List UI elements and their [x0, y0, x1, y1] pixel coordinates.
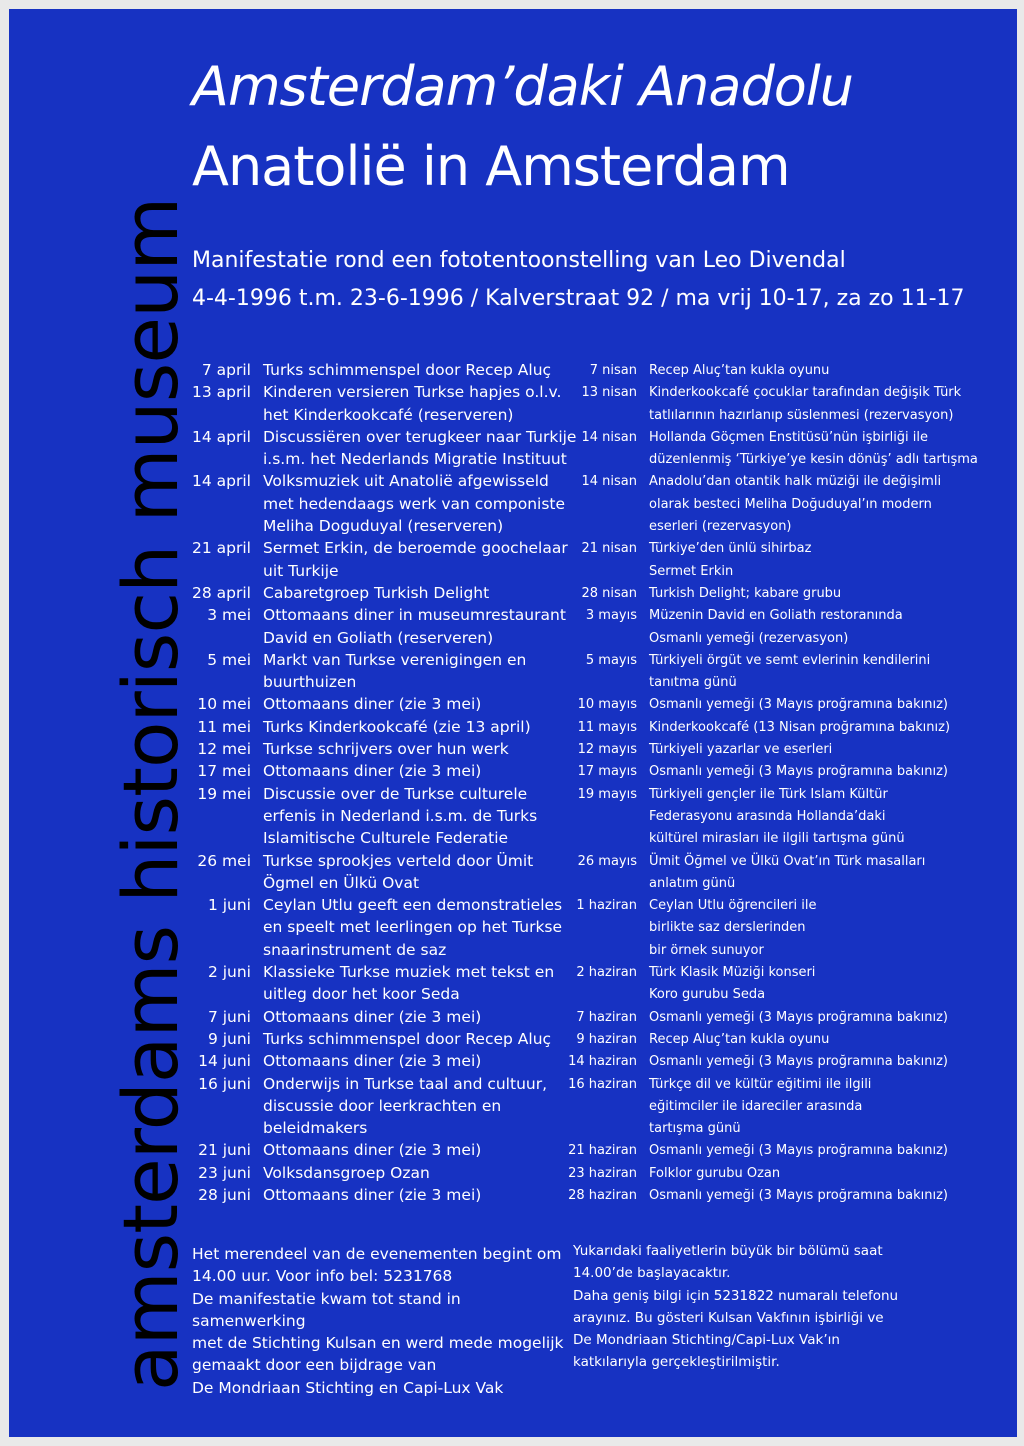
event-row	[177, 1028, 577, 1050]
event-description: Volksmuziek uit Anatolië afgewisseld met hedendaags werk van componiste Meliha Doguduyal (reserveren)	[263, 472, 566, 536]
event-description: Recep Aluç’tan kukla oyunu	[649, 1031, 830, 1047]
event-date: 5 mei	[207, 650, 251, 669]
footer-dutch: Het merendeel van de evenementen begint om 14.00 uur. Voor info bel: 5231768 De manifestatie kwam tot stand in samenwerking met de Stichting Kulsan en werd mede mogelijk gemaakt door een bijdrage van De Mondriaan Stichting en Capi-Lux Vak	[192, 1245, 564, 1397]
event-description: Hollanda Göçmen Enstitüsü’nün işbirliği ile düzenlenmiş ‘Türkiye’ye kesin dönüş’ adlı tartışma	[649, 429, 978, 468]
event-description: Türk Klasik Müziği konseri Koro gurubu Seda	[649, 965, 816, 1003]
event-description: Ümit Öğmel ve Ülkü Ovat’ın Türk masalları anlatım günü	[649, 853, 926, 891]
program-dutch	[177, 359, 577, 1206]
event-description: Anadolu’dan otantik halk müziği ile değişimli olarak besteci Meliha Doğuduyal’ın modern eserleri (rezervasyon)	[649, 474, 942, 535]
title-dutch: Anatolië in Amsterdam	[192, 135, 790, 198]
event-date: 3 mayıs	[585, 608, 637, 624]
event-description: Osmanlı yemeği (3 Mayıs proğramına bakınız)	[649, 1187, 948, 1203]
event-description: Turkse sprookjes verteld door Ümit Ögmel en Ülkü Ovat	[263, 851, 534, 892]
event-row	[557, 471, 1017, 538]
event-description: Discussie over de Turkse culturele erfenis in Nederland i.s.m. de Turks Islamitische Culturele Federatie	[263, 784, 538, 848]
event-date: 28 nisan	[581, 585, 637, 601]
event-row	[177, 894, 577, 961]
event-description: Müzenin David en Goliath restoranında Osmanlı yemeği (rezervasyon)	[649, 608, 903, 646]
event-row	[177, 1006, 577, 1028]
event-row	[557, 962, 1017, 1007]
dates-location-hours: 4-4-1996 t.m. 23-6-1996 / Kalverstraat 92 / ma vrij 10-17, za zo 11-17	[192, 286, 965, 311]
event-row	[557, 1074, 1017, 1141]
event-row	[557, 895, 1017, 962]
event-date: 23 haziran	[568, 1165, 637, 1181]
event-date: 14 april	[192, 427, 251, 446]
subtitle: Manifestatie rond een fototentoonstelling van Leo Divendal	[192, 248, 846, 273]
event-description: Ceylan Utlu geeft een demonstratieles en speelt met leerlingen op het Turkse snaarinstrument de saz	[263, 896, 563, 959]
event-date: 26 mayıs	[577, 853, 637, 869]
event-description: Türkiyeli örgüt ve semt evlerinin kendilerini tanıtma günü	[649, 652, 931, 691]
event-description: Onderwijs in Turkse taal and cultuur, discussie door leerkrachten en beleidmakers	[263, 1074, 548, 1138]
event-description: Ottomaans diner (zie 3 mei)	[263, 762, 482, 781]
event-date: 17 mei	[197, 762, 251, 781]
event-date: 14 juni	[198, 1052, 251, 1071]
event-date: 26 mei	[197, 851, 251, 870]
event-date: 13 april	[192, 383, 251, 402]
event-row	[177, 1162, 577, 1184]
event-date: 1 haziran	[576, 898, 637, 914]
event-row	[177, 426, 577, 471]
event-row	[177, 604, 577, 649]
event-date: 11 mayıs	[577, 719, 637, 735]
event-date: 12 mayıs	[577, 742, 637, 758]
event-row	[557, 1007, 1017, 1029]
event-date: 1 juni	[207, 896, 251, 915]
event-row	[177, 649, 577, 694]
event-description: Turks schimmenspel door Recep Aluç	[263, 1029, 552, 1048]
event-description: Türkiyeli yazarlar ve eserleri	[649, 742, 833, 758]
event-date: 14 nisan	[581, 429, 637, 445]
event-description: Osmanlı yemeği (3 Mayıs proğramına bakınız)	[649, 1009, 948, 1025]
event-date: 7 nisan	[589, 363, 637, 378]
event-description: Türkiye’den ünlü sihirbaz Sermet Erkin	[649, 541, 812, 579]
event-row	[557, 1185, 1017, 1207]
event-row	[177, 582, 577, 604]
footer-turkish: Yukarıdaki faaliyetlerin büyük bir bölümü saat 14.00’de başlayacaktır. Daha geniş bilgi için 5231822 numaralı telefonu arayınız. Bu gösteri Kulsan Vakfının işbirliği ve De Mondriaan Stichting/Capi-Lux Vak’ın katkılarıyla gerçekleştirilmiştir.	[573, 1243, 899, 1371]
event-row	[177, 961, 577, 1006]
event-description: Turks Kinderkookcafé (zie 13 april)	[263, 717, 531, 736]
event-description: Markt van Turkse verenigingen en buurthuizen	[263, 650, 527, 692]
event-row	[177, 783, 577, 850]
event-description: Osmanlı yemeği (3 Mayıs proğramına bakınız)	[649, 1143, 948, 1159]
event-date: 7 juni	[207, 1007, 251, 1026]
event-row	[557, 1029, 1017, 1051]
event-row	[557, 650, 1017, 695]
event-description: Discussiëren over terugkeer naar Turkije i.s.m. het Nederlands Migratie Instituut	[263, 427, 577, 469]
event-description: Ceylan Utlu öğrencileri ile birlikte saz derslerinden bir örnek sunuyor	[649, 898, 817, 958]
event-date: 9 haziran	[576, 1031, 637, 1047]
event-row	[177, 359, 577, 381]
event-description: Ottomaans diner (zie 3 mei)	[263, 695, 482, 714]
program-turkish	[557, 360, 1017, 1207]
event-row	[557, 538, 1017, 583]
event-date: 13 nisan	[581, 385, 637, 401]
event-row	[557, 1163, 1017, 1185]
event-description: Klassieke Turkse muziek met tekst en uitleg door het koor Seda	[263, 963, 555, 1004]
event-row	[177, 1184, 577, 1206]
event-row	[177, 850, 577, 895]
event-date: 9 juni	[207, 1029, 251, 1048]
event-row	[557, 360, 1017, 382]
event-description: Turkish Delight; kabare grubu	[649, 585, 842, 601]
event-row	[557, 784, 1017, 851]
event-date: 14 april	[192, 472, 251, 491]
event-date: 5 mayıs	[585, 652, 637, 668]
event-description: Ottomaans diner in museumrestaurant David en Goliath (reserveren)	[263, 606, 566, 647]
event-date: 19 mayıs	[577, 786, 637, 802]
event-description: Osmanlı yemeği (3 Mayıs proğramına bakınız)	[649, 764, 948, 780]
event-description: Kinderkookcafé (13 Nisan proğramına bakınız)	[649, 719, 951, 735]
event-row	[177, 381, 577, 426]
event-date: 11 mei	[197, 717, 251, 736]
event-date: 14 haziran	[568, 1054, 637, 1070]
event-description: Turks schimmenspel door Recep Aluç	[263, 361, 552, 379]
event-row	[177, 716, 577, 738]
event-description: Folklor gurubu Ozan	[649, 1165, 781, 1181]
event-row	[557, 717, 1017, 739]
event-date: 23 juni	[198, 1163, 251, 1182]
event-date: 2 haziran	[576, 965, 637, 981]
event-row	[557, 427, 1017, 472]
event-row	[557, 382, 1017, 427]
event-description: Ottomaans diner (zie 3 mei)	[263, 1185, 482, 1204]
event-row	[177, 1139, 577, 1161]
event-date: 21 april	[192, 539, 251, 558]
event-date: 16 haziran	[568, 1076, 637, 1092]
event-row	[177, 1073, 577, 1140]
event-date: 2 juni	[207, 963, 251, 982]
event-description: Ottomaans diner (zie 3 mei)	[263, 1007, 482, 1026]
event-date: 17 mayıs	[577, 764, 637, 780]
event-date: 3 mei	[207, 606, 251, 625]
event-date: 16 juni	[198, 1074, 251, 1093]
event-date: 21 juni	[198, 1141, 251, 1160]
event-date: 10 mayıs	[577, 697, 637, 713]
event-description: Kinderen versieren Turkse hapjes o.l.v. het Kinderkookcafé (reserveren)	[263, 383, 562, 424]
event-row	[177, 693, 577, 715]
event-description: Osmanlı yemeği (3 Mayıs proğramına bakınız)	[649, 697, 948, 713]
event-row	[557, 1051, 1017, 1073]
event-row	[177, 470, 577, 537]
event-description: Türkiyeli gençler ile Türk Islam Kültür Federasyonu arasında Hollanda’daki kültürel mirasları ile ilgili tartışma günü	[649, 786, 905, 847]
event-row	[177, 1050, 577, 1072]
event-description: Sermet Erkin, de beroemde goochelaar uit Turkije	[263, 539, 568, 580]
event-date: 10 mei	[197, 695, 251, 714]
event-date: 14 nisan	[581, 474, 637, 490]
event-row	[177, 760, 577, 782]
event-row	[557, 694, 1017, 716]
event-row	[557, 851, 1017, 896]
event-row	[557, 739, 1017, 761]
event-description: Recep Aluç’tan kukla oyunu	[649, 363, 830, 378]
event-row	[557, 761, 1017, 783]
poster	[9, 9, 1017, 1437]
event-description: Kinderkookcafé çocuklar tarafından değişik Türk tatlılarının hazırlanıp süslenmesi (rezervasyon)	[649, 385, 962, 423]
event-row	[557, 1140, 1017, 1162]
event-date: 7 april	[201, 361, 251, 379]
event-row	[557, 583, 1017, 605]
event-row	[177, 738, 577, 760]
event-date: 28 haziran	[568, 1187, 637, 1203]
event-date: 21 nisan	[581, 541, 637, 557]
event-description: Ottomaans diner (zie 3 mei)	[263, 1141, 482, 1160]
title-turkish: Amsterdam’daki Anadolu	[192, 55, 854, 118]
event-description: Turkse schrijvers over hun werk	[263, 740, 509, 759]
event-date: 12 mei	[197, 740, 251, 759]
event-date: 21 haziran	[568, 1143, 637, 1159]
event-date: 7 haziran	[576, 1009, 637, 1025]
event-description: Türkçe dil ve kültür eğitimi ile ilgili eğitimciler ile idareciler arasında tartışma günü	[649, 1076, 872, 1137]
museum-name-vertical: amsterdams historisch museum	[106, 197, 195, 1391]
event-description: Ottomaans diner (zie 3 mei)	[263, 1052, 482, 1071]
event-description: Cabaretgroep Turkish Delight	[263, 583, 490, 602]
event-description: Osmanlı yemeği (3 Mayıs proğramına bakınız)	[649, 1054, 948, 1070]
event-date: 28 juni	[198, 1185, 251, 1204]
event-row	[177, 537, 577, 582]
event-date: 28 april	[192, 583, 251, 602]
event-row	[557, 605, 1017, 650]
event-date: 19 mei	[197, 784, 251, 803]
event-description: Volksdansgroep Ozan	[263, 1163, 430, 1182]
